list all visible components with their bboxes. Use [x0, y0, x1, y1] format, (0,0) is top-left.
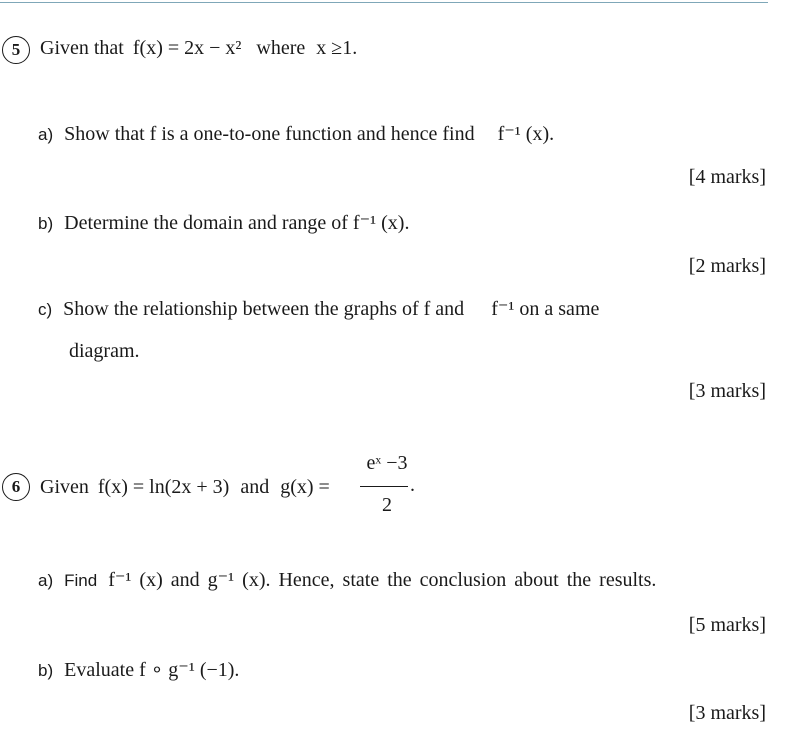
- question-6a-marks: [5 marks]: [688, 614, 766, 636]
- question-6b-marks: [3 marks]: [688, 702, 766, 724]
- question-6-numerator: eˣ −3: [366, 452, 408, 474]
- question-5-stem: [40, 37, 357, 60]
- question-5-number: 5: [2, 36, 30, 64]
- question-6b-label: b): [38, 661, 54, 680]
- question-5c-label: c): [38, 300, 53, 319]
- question-5-condition: x ≥1.: [316, 37, 358, 59]
- question-6b-text: Evaluate f ∘ g⁻¹ (−1).: [64, 659, 240, 681]
- question-5a-text: Show that f is a one-to-one function and hence find: [64, 123, 475, 145]
- question-5b-text: Determine the domain and range of f⁻¹ (x).: [64, 212, 410, 234]
- question-5a-marks: [4 marks]: [688, 166, 766, 188]
- question-6a-label: a): [38, 571, 54, 590]
- question-5b: [38, 210, 409, 235]
- question-5b-marks: [2 marks]: [688, 255, 766, 277]
- question-5-where: where: [256, 37, 306, 59]
- question-5c-text: Show the relationship between the graphs of f and: [63, 298, 465, 320]
- question-6-denominator: 2: [382, 494, 392, 516]
- question-6a-find: Find: [64, 571, 98, 590]
- question-5a-label: a): [38, 125, 54, 144]
- question-6-stem: [40, 476, 330, 499]
- question-5c-marks: [3 marks]: [688, 380, 766, 402]
- question-5c-expr: f⁻¹ on a same: [491, 298, 600, 320]
- question-5b-label: b): [38, 214, 54, 233]
- fraction-bar: [360, 486, 408, 487]
- question-6a-text: f⁻¹ (x) and g⁻¹ (x). Hence, state the conclusion about the results.: [108, 569, 657, 591]
- question-6-intro: Given: [40, 476, 89, 498]
- question-5a: [38, 121, 554, 146]
- top-divider-line: [0, 2, 768, 3]
- question-6a: [38, 567, 656, 592]
- question-6b: [38, 657, 239, 682]
- question-6-and: and: [240, 476, 270, 498]
- question-6-f: f(x) = ln(2x + 3): [97, 476, 230, 498]
- question-5c: [38, 296, 599, 321]
- question-5a-expr: f⁻¹ (x).: [497, 123, 555, 145]
- question-5c-text-continued: diagram.: [69, 340, 140, 362]
- question-6-g: g(x) =: [280, 476, 330, 498]
- question-5-intro: Given that: [40, 37, 124, 59]
- question-6-period: .: [410, 474, 415, 496]
- question-6-number: 6: [2, 473, 30, 501]
- question-5-function: f(x) = 2x − x²: [132, 37, 242, 59]
